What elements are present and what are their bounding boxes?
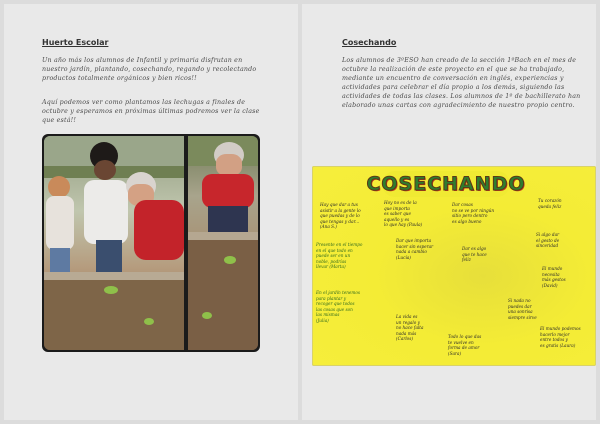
poster-note: Tu corazón queda feliz [538,198,562,209]
child-jacket [46,196,74,250]
poster-note: Presente en el tiempo en el que todo en puede ser en un noble, podrías llevar (Marta) [316,242,363,270]
man-trousers [208,206,248,232]
garden-soil [188,236,258,350]
left-page-paragraph-1: Un año más los alumnos de Infantil y primaria disfrutan en nuestro jardín, plantando, cosechando, regando y recolectando productos totalmente orgánicos y bien ricos!! [42,57,257,82]
right-page-paragraph: Los alumnos de 3ºESO han creado de la sección 1ºBach en el mes de octubre la realización de este proyecto en el que se ha trabajado, mediante un encuentro de conversación en inglés, experiencias y actividades para celebrar el día propio a los demás, siguiendo las actividades de todas las clases. Los alumnos de 1º de bachillerato han elaborado unas cartas con agradecimiento de nuestro propio centro. [342,57,581,109]
man-red-shirt [202,174,254,208]
poster-note: Hay que dar a tus asistir a la gente lo que puedas y de lo que tengas y dar... (Ana S.) [320,202,361,230]
poster-note: El mundo podemos hacerlo mejor entre todos y es gratis (Laura) [540,326,581,348]
poster-note: Todo lo que das te vuelve en forma de amor (Sara) [448,334,482,356]
child-sweater [84,180,128,244]
garden-bed-edge [188,232,258,240]
poster-note: Si nada no puedes dar una sonrisa siempre sirve [508,298,537,320]
poster-note: Si algo dar el gesto de sinceridad [536,232,560,249]
lettuce-seedling [104,286,118,294]
poster-note: En el jardín tenemos para plantar y recoger que todos las cosas que son las mismas (Julia) [316,290,361,323]
poster-note: Dar es algo que te hace feliz [462,246,487,263]
child-face [94,160,116,180]
lettuce-seedling [224,256,236,264]
child-jeans [96,240,122,276]
poster-note: Hoy no es de la que importa es saber que aquello y es lo que hay (Paula) [384,200,423,228]
cosechando-poster [312,166,596,366]
child-hair [48,176,70,198]
right-page-heading: Cosechando [342,38,397,47]
garden-photo-collage [42,134,260,352]
poster-title: COSECHANDO [366,173,526,195]
man-red-shirt [134,200,184,260]
left-page-paragraph-2: Aquí podemos ver como plantamos las lechugas a finales de octubre y esperamos en próximas últimas podremos ver la clase que está!! [42,99,260,124]
poster-note: Dar cosas no se ve por ningún sitio pero dentro es algo bueno [452,202,495,224]
lettuce-seedling [144,318,154,325]
left-page [4,4,298,420]
man-face [216,154,242,176]
poster-note: El mundo necesita más gestos (David) [542,266,566,288]
garden-photo-side [188,136,258,350]
poster-note: La vida es un regalo y no hace falta nada más (Carlos) [396,314,424,342]
garden-photo-main [44,136,184,350]
right-page [302,4,596,420]
garden-bed-edge [44,272,184,280]
poster-note: Dar que importa hacer sin esperar nada a cambio (Lucía) [396,238,434,260]
left-page-heading: Huerto Escolar [42,38,109,47]
lettuce-seedling [202,312,212,319]
